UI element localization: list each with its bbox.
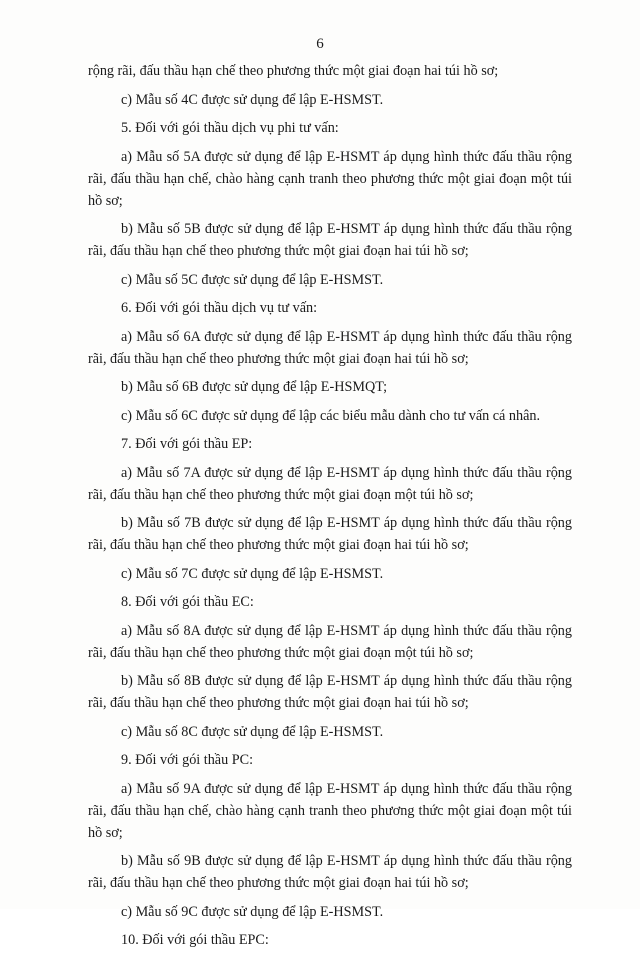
paragraph: b) Mẫu số 8B được sử dụng để lập E-HSMT áp dụng hình thức đấu thầu rộng rãi, đấu thầu hạn chế theo phương thức một giai đoạn hai túi hồ sơ; [88, 673, 572, 711]
paragraph: b) Mẫu số 6B được sử dụng để lập E-HSMQT; [121, 379, 388, 395]
paragraph: a) Mẫu số 9A được sử dụng để lập E-HSMT áp dụng hình thức đấu thầu rộng rãi, đấu thầu hạn chế, chào hàng cạnh tranh theo phương thức một giai đoạn một túi hồ sơ; [88, 780, 572, 841]
paragraph: b) Mẫu số 9B được sử dụng để lập E-HSMT áp dụng hình thức đấu thầu rộng rãi, đấu thầu hạn chế theo phương thức một giai đoạn hai túi hồ sơ; [88, 853, 572, 891]
paragraph: a) Mẫu số 7A được sử dụng để lập E-HSMT áp dụng hình thức đấu thầu rộng rãi, đấu thầu hạn chế theo phương thức một giai đoạn một túi hồ sơ; [88, 464, 572, 503]
paragraph: c) Mẫu số 9C được sử dụng để lập E-HSMST. [121, 903, 384, 920]
paragraph: rộng rãi, đấu thầu hạn chế theo phương thức một giai đoạn hai túi hồ sơ; [88, 63, 499, 79]
paragraph: b) Mẫu số 5B được sử dụng để lập E-HSMT áp dụng hình thức đấu thầu rộng rãi, đấu thầu hạn chế theo phương thức một giai đoạn hai túi hồ sơ; [88, 221, 572, 259]
paragraph: c) Mẫu số 5C được sử dụng để lập E-HSMST. [121, 271, 384, 288]
paragraph: c) Mẫu số 4C được sử dụng để lập E-HSMST. [121, 91, 384, 108]
section-heading: 9. Đối với gói thầu PC: [121, 752, 254, 768]
paragraph: a) Mẫu số 8A được sử dụng để lập E-HSMT áp dụng hình thức đấu thầu rộng rãi, đấu thầu hạn chế theo phương thức một giai đoạn một túi hồ sơ; [88, 622, 572, 661]
document-body [88, 60, 572, 958]
paragraph: c) Mẫu số 6C được sử dụng để lập các biểu mẫu dành cho tư vấn cá nhân. [121, 407, 541, 424]
section-heading: 6. Đối với gói thầu dịch vụ tư vấn: [121, 300, 318, 316]
paragraph: c) Mẫu số 8C được sử dụng để lập E-HSMST. [121, 723, 384, 740]
page-number: 6 [316, 36, 324, 52]
paragraph: a) Mẫu số 5A được sử dụng để lập E-HSMT áp dụng hình thức đấu thầu rộng rãi, đấu thầu hạn chế, chào hàng cạnh tranh theo phương thức một giai đoạn một túi hồ sơ; [88, 148, 572, 209]
paragraph: b) Mẫu số 7B được sử dụng để lập E-HSMT áp dụng hình thức đấu thầu rộng rãi, đấu thầu hạn chế theo phương thức một giai đoạn hai túi hồ sơ; [88, 515, 572, 553]
paragraph: c) Mẫu số 7C được sử dụng để lập E-HSMST. [121, 565, 384, 582]
section-heading: 5. Đối với gói thầu dịch vụ phi tư vấn: [121, 120, 339, 136]
section-heading: 8. Đối với gói thầu EC: [121, 594, 254, 610]
section-heading: 7. Đối với gói thầu EP: [121, 436, 253, 452]
paragraph: a) Mẫu số 6A được sử dụng để lập E-HSMT áp dụng hình thức đấu thầu rộng rãi, đấu thầu hạn chế theo phương thức một giai đoạn hai túi hồ sơ; [88, 328, 572, 367]
section-heading: 10. Đối với gói thầu EPC: [121, 932, 269, 948]
